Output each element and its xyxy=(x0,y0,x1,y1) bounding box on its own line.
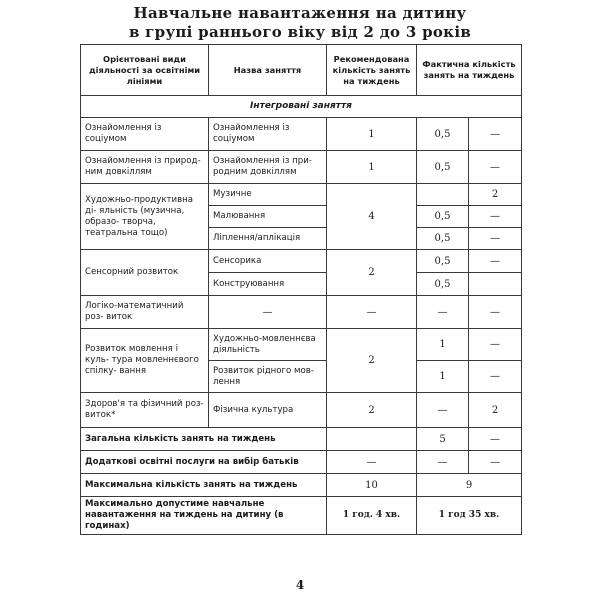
cell-actual-2: — xyxy=(469,206,522,228)
totals-label: Максимально допустиме навчальне навантаження на тиждень на дитину (в годинах) xyxy=(81,497,327,535)
cell-actual-2 xyxy=(469,273,522,296)
cell-actual-1: 0,5 xyxy=(417,250,469,273)
cell-actual-1: 0,5 xyxy=(417,206,469,228)
cell-lesson: Фізична культура xyxy=(209,393,327,428)
load-table xyxy=(80,44,522,535)
cell-lesson: Малювання xyxy=(209,206,327,228)
cell-rec: 4 xyxy=(327,184,417,250)
cell-lesson: — xyxy=(209,296,327,329)
page-number: 4 xyxy=(295,578,305,592)
cell-actual-2: — xyxy=(469,296,522,329)
cell-rec: 1 год. 4 хв. xyxy=(327,497,417,535)
cell-rec: 2 xyxy=(327,250,417,296)
cell-rec: 1 xyxy=(327,118,417,151)
cell-actual-2: — xyxy=(469,151,522,184)
totals-row-extra xyxy=(81,451,522,474)
cell-rec: — xyxy=(327,451,417,474)
cell-actual: 1 год 35 хв. xyxy=(417,497,522,535)
table-row xyxy=(81,329,522,361)
cell-line: Здоров'я та фізичний роз- виток* xyxy=(81,393,209,428)
table-row xyxy=(81,184,522,206)
title-line-2: в групі раннього віку від 2 до 3 років xyxy=(128,23,472,41)
cell-actual-1: 0,5 xyxy=(417,118,469,151)
cell-actual-2: — xyxy=(469,118,522,151)
cell-actual-1: 0,5 xyxy=(417,273,469,296)
header-actual: Фактична кількість занять на тиждень xyxy=(417,45,522,96)
table-row xyxy=(81,393,522,428)
header-recommended: Рекомендована кількість занять на тиждень xyxy=(327,45,417,96)
cell-lesson: Ознайомлення із соціумом xyxy=(209,118,327,151)
cell-actual-1: 0,5 xyxy=(417,228,469,250)
cell-line: Сенсорний розвиток xyxy=(81,250,209,296)
cell-lesson: Ознайомлення із при- родним довкіллям xyxy=(209,151,327,184)
totals-row-max xyxy=(81,474,522,497)
cell-line: Художньо-продуктивна ді- яльність (музична, образо- творча, театральна тощо) xyxy=(81,184,209,250)
table-header-row xyxy=(81,45,522,96)
header-lines: Орієнтовані види діяльності за освітніми лініями xyxy=(81,45,209,96)
cell-actual-1: — xyxy=(417,451,469,474)
cell-actual-1: 5 xyxy=(417,428,469,451)
cell-actual-1: 1 xyxy=(417,361,469,393)
title-line-1: Навчальне навантаження на дитину xyxy=(133,4,467,22)
cell-actual-2: — xyxy=(469,250,522,273)
cell-actual-2: 2 xyxy=(469,393,522,428)
cell-rec xyxy=(327,428,417,451)
cell-rec: 2 xyxy=(327,393,417,428)
section-label: Інтегровані заняття xyxy=(81,96,522,118)
cell-rec: 2 xyxy=(327,329,417,393)
cell-actual-1: 1 xyxy=(417,329,469,361)
cell-actual-1: — xyxy=(417,296,469,329)
table-row xyxy=(81,118,522,151)
cell-actual-1: — xyxy=(417,393,469,428)
header-lesson: Назва заняття xyxy=(209,45,327,96)
totals-row-maxload xyxy=(81,497,522,535)
cell-lesson: Музичне xyxy=(209,184,327,206)
table-row xyxy=(81,151,522,184)
cell-actual-2: — xyxy=(469,451,522,474)
cell-line: Логіко-математичний роз- виток xyxy=(81,296,209,329)
cell-actual: 9 xyxy=(417,474,522,497)
cell-actual-2: — xyxy=(469,228,522,250)
table-row xyxy=(81,296,522,329)
cell-actual-2: — xyxy=(469,329,522,361)
cell-line: Ознайомлення із природ- ним довкіллям xyxy=(81,151,209,184)
cell-lesson: Конструювання xyxy=(209,273,327,296)
page-title xyxy=(0,4,600,42)
totals-label: Загальна кількість занять на тиждень xyxy=(81,428,327,451)
section-row xyxy=(81,96,522,118)
totals-label: Максимальна кількість занять на тиждень xyxy=(81,474,327,497)
cell-line: Розвиток мовлення і куль- тура мовленнєвого спілку- вання xyxy=(81,329,209,393)
table-row xyxy=(81,250,522,273)
totals-label: Додаткові освітні послуги на вибір батьків xyxy=(81,451,327,474)
cell-rec: — xyxy=(327,296,417,329)
cell-line: Ознайомлення із соціумом xyxy=(81,118,209,151)
cell-actual-2: — xyxy=(469,361,522,393)
cell-actual-2: — xyxy=(469,428,522,451)
cell-actual-1 xyxy=(417,184,469,206)
cell-actual-1: 0,5 xyxy=(417,151,469,184)
cell-lesson: Розвиток рідного мов- лення xyxy=(209,361,327,393)
totals-row-weekly xyxy=(81,428,522,451)
cell-actual-2: 2 xyxy=(469,184,522,206)
cell-lesson: Художньо-мовленнєва діяльність xyxy=(209,329,327,361)
cell-lesson: Сенсорика xyxy=(209,250,327,273)
cell-rec: 1 xyxy=(327,151,417,184)
cell-rec: 10 xyxy=(327,474,417,497)
cell-lesson: Ліплення/аплікація xyxy=(209,228,327,250)
